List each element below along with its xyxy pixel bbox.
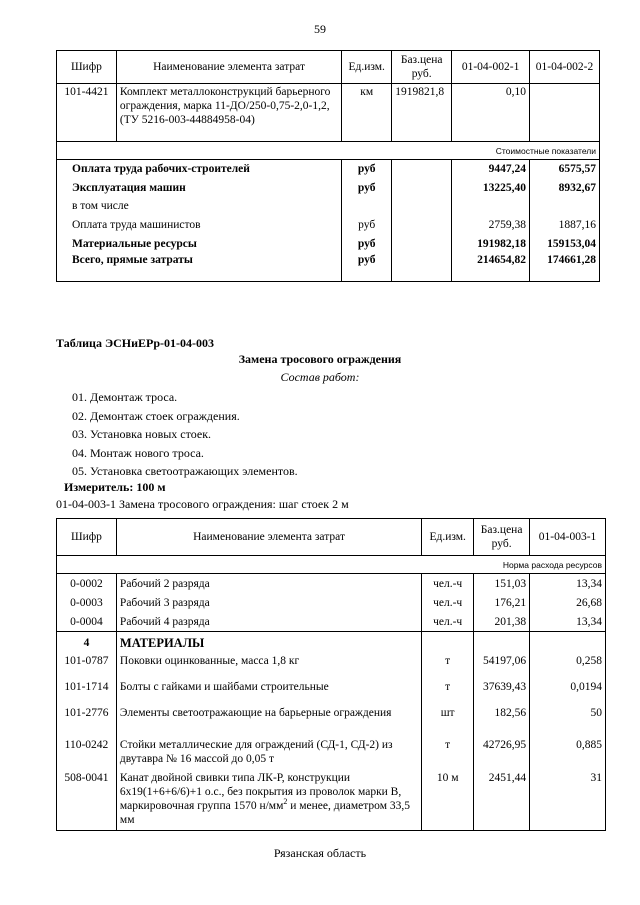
header-unit: Ед.изм.	[422, 519, 474, 556]
summary-value-1: 214654,82	[452, 253, 530, 282]
row-code: 110-0242	[57, 734, 117, 768]
page-number: 59	[314, 22, 326, 36]
summary-name: в том числе	[57, 197, 342, 216]
row-value: 0,0194	[530, 676, 606, 702]
row-name: Элементы светоотражающие на барьерные ограждения	[116, 702, 421, 734]
table-row	[57, 593, 606, 612]
summary-value-1: 13225,40	[452, 179, 530, 198]
row-unit: т	[422, 734, 474, 768]
row-price: 201,38	[474, 612, 530, 632]
row-unit: т	[422, 676, 474, 702]
row-value: 31	[530, 768, 606, 830]
row-value: 0,885	[530, 734, 606, 768]
table-row	[57, 702, 606, 734]
header-code: Шифр	[57, 519, 117, 556]
row-code: 101-2776	[57, 702, 117, 734]
summary-row	[57, 216, 600, 235]
item-value-2	[530, 84, 600, 142]
summary-name: Всего, прямые затраты	[57, 253, 342, 282]
row-name: Стойки металлические для ограждений (СД-1, СД-2) из двутавра № 16 массой до 0,05 т	[116, 734, 421, 768]
footer-region: Рязанская область	[273, 846, 367, 860]
works-list	[72, 388, 298, 481]
meter-label: Измеритель: 100 м	[64, 480, 166, 494]
row-value: 0,258	[530, 654, 606, 676]
header-col-1: 01-04-002-1	[452, 51, 530, 84]
table-subtitle: Замена тросового ограждения	[238, 352, 402, 366]
list-item: 03. Установка новых стоек.	[72, 427, 212, 441]
header-name: Наименование элемента затрат	[116, 51, 341, 84]
summary-row	[57, 197, 600, 216]
row-name-part1: Канат двойной свивки типа ЛК-Р, конструкции 6х19(1+6+6/6)+1 о.с., без покрытия из проволок марки В, маркировочная группа 1570 н/мм	[119, 772, 402, 812]
summary-value-1: 191982,18	[452, 234, 530, 253]
summary-unit: руб	[342, 216, 392, 235]
summary-value-2: 1887,16	[530, 216, 600, 235]
table-header-row	[57, 51, 600, 84]
table-title: Таблица ЭСНиЕРр-01-04-003	[56, 336, 215, 350]
table-row	[57, 734, 606, 768]
resource-table-01-04-003	[56, 518, 606, 831]
summary-value-1	[452, 197, 530, 216]
summary-value-2: 174661,28	[530, 253, 600, 282]
header-col-1: 01-04-003-1	[530, 519, 606, 556]
row-price: 42726,95	[474, 734, 530, 768]
table-row	[57, 574, 606, 594]
header-name: Наименование элемента затрат	[116, 519, 421, 556]
row-name-superscript: 2	[283, 797, 288, 807]
cost-table-01-04-002	[56, 50, 600, 282]
summary-unit: руб	[342, 160, 392, 179]
row-code: 0-0002	[57, 574, 117, 594]
header-code: Шифр	[57, 51, 117, 84]
table-row	[57, 84, 600, 142]
cost-indicators-label: Стоимостные показатели	[57, 142, 600, 160]
variant-label: 01-04-003-1 Замена тросового ограждения: шаг стоек 2 м	[56, 497, 349, 511]
row-price: 37639,43	[474, 676, 530, 702]
list-item: 05. Установка светоотражающих элементов.	[72, 464, 298, 478]
row-price: 2451,44	[474, 768, 530, 830]
table-row	[57, 768, 606, 830]
section-row	[57, 632, 606, 655]
item-value-1: 0,10	[452, 84, 530, 142]
list-item: 01. Демонтаж троса.	[72, 390, 178, 404]
summary-row	[57, 160, 600, 179]
row-name: Рабочий 3 разряда	[116, 593, 421, 612]
row-code: 101-1714	[57, 676, 117, 702]
row-code: 508-0041	[57, 768, 117, 830]
item-unit: км	[342, 84, 392, 142]
summary-unit: руб	[342, 234, 392, 253]
row-unit: 10 м	[422, 768, 474, 830]
summary-row	[57, 179, 600, 198]
item-price: 1919821,8	[392, 84, 452, 142]
row-name-part2: и менее, диаметром 33,5 мм	[119, 800, 410, 826]
row-unit: т	[422, 654, 474, 676]
header-price: Баз.цена руб.	[474, 519, 530, 556]
row-name: Рабочий 2 разряда	[116, 574, 421, 594]
list-item: 04. Монтаж нового троса.	[72, 445, 204, 460]
header-col-2: 01-04-002-2	[530, 51, 600, 84]
summary-row	[57, 253, 600, 282]
row-unit: чел.-ч	[422, 593, 474, 612]
row-name	[116, 768, 421, 830]
row-unit: шт	[422, 702, 474, 734]
norm-label: Норма расхода ресурсов	[57, 556, 606, 574]
table-row	[57, 612, 606, 632]
table-row	[57, 654, 606, 676]
row-unit: чел.-ч	[422, 574, 474, 594]
summary-value-1: 9447,24	[452, 160, 530, 179]
header-price: Баз.цена руб.	[392, 51, 452, 84]
summary-name: Материальные ресурсы	[57, 234, 342, 253]
summary-value-2: 159153,04	[530, 234, 600, 253]
row-value: 13,34	[530, 574, 606, 594]
row-price: 54197,06	[474, 654, 530, 676]
row-name: Поковки оцинкованные, масса 1,8 кг	[116, 654, 421, 676]
header-unit: Ед.изм.	[342, 51, 392, 84]
summary-value-2: 6575,57	[530, 160, 600, 179]
summary-row	[57, 234, 600, 253]
summary-name: Эксплуатация машин	[57, 179, 342, 198]
row-price: 182,56	[474, 702, 530, 734]
summary-name: Оплата труда машинистов	[57, 216, 342, 235]
summary-value-2: 8932,67	[530, 179, 600, 198]
row-code: 0-0004	[57, 612, 117, 632]
summary-value-2	[530, 197, 600, 216]
row-name: Рабочий 4 разряда	[116, 612, 421, 632]
summary-unit	[342, 197, 392, 216]
summary-name: Оплата труда рабочих-строителей	[57, 160, 342, 179]
row-price: 151,03	[474, 574, 530, 594]
row-unit: чел.-ч	[422, 612, 474, 632]
row-name: Болты с гайками и шайбами строительные	[116, 676, 421, 702]
table-row	[57, 676, 606, 702]
list-item: 02. Демонтаж стоек ограждения.	[72, 408, 240, 423]
item-name: Комплект металлоконструкций барьерного ограждения, марка 11-ДО/250-0,75-2,0-1,2, (ТУ 5216-003-44884958-04)	[116, 84, 341, 142]
works-heading: Состав работ:	[280, 370, 360, 384]
summary-value-1: 2759,38	[452, 216, 530, 235]
row-code: 0-0003	[57, 593, 117, 612]
row-value: 13,34	[530, 612, 606, 632]
row-value: 50	[530, 702, 606, 734]
summary-unit: руб	[342, 179, 392, 198]
item-code: 101-4421	[57, 84, 117, 142]
row-code: 101-0787	[57, 654, 117, 676]
section-name: МАТЕРИАЛЫ	[116, 632, 421, 655]
norm-row	[57, 556, 606, 574]
table-header-row	[57, 519, 606, 556]
row-price: 176,21	[474, 593, 530, 612]
row-value: 26,68	[530, 593, 606, 612]
summary-unit: руб	[342, 253, 392, 282]
cost-indicators-row	[57, 142, 600, 160]
section-number: 4	[57, 632, 117, 655]
